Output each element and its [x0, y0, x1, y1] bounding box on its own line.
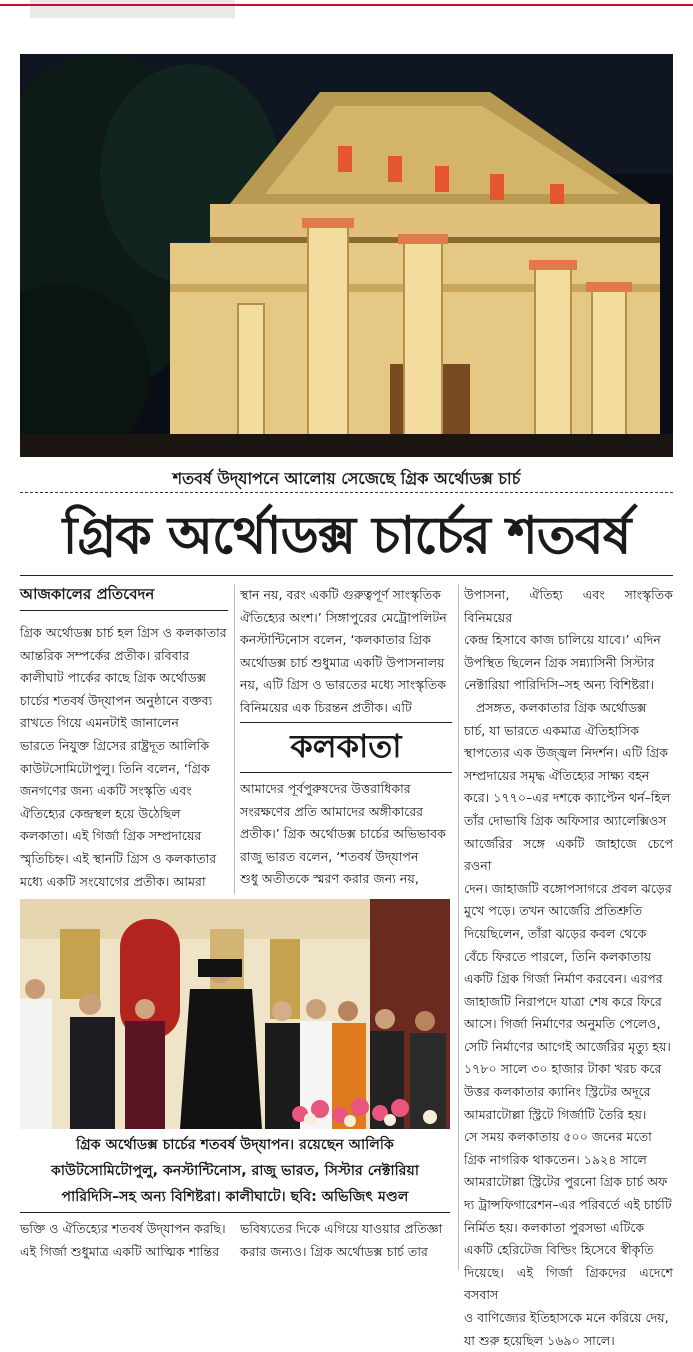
text-line: কাউটসোমিটোপুলু। তিনি বলেন, ‘গ্রিক — [20, 760, 210, 776]
text-line: ভারতে নিযুক্ত গ্রিসের রাষ্ট্রদূত আলিকি — [20, 737, 210, 753]
text-line: নয়, এটি গ্রিস ও ভারতের মধ্যে সাংস্কৃতিক — [240, 677, 447, 693]
text-line: করে। ১৭৭০–এর দশকে ক্যাপ্টেন থর্ন–হিল — [464, 790, 671, 806]
text-line: বেঁচে ফিরতে পারলে, তিনি কলকাতায় — [464, 948, 652, 964]
text-line: স্থান নয়, বরং একটি গুরুত্বপূর্ণ সাংস্কৃতিক — [240, 587, 441, 602]
headline: গ্রিক অর্থোডক্স চার্চের শতবর্ষ — [62, 506, 631, 566]
text-line: আন্তরিক সম্পর্কের প্রতীক। রবিবার — [20, 647, 190, 663]
group-photo — [20, 899, 450, 1129]
headline-rule — [20, 575, 673, 576]
text-line: মধ্যে একটি সংযোগের প্রতীক। আমরা — [20, 873, 206, 889]
text-line: কালীঘাট পার্কের কাছে গ্রিক অর্থোডক্স — [20, 670, 207, 686]
text-line: কেন্দ্র হিসাবে কাজ চালিয়ে যাবে।’ এদিন — [464, 632, 661, 648]
text-line: আমাদের পূর্বপুরুষদের উত্তরাধিকার — [240, 781, 411, 796]
text-line: স্মৃতিচিহ্ন। এই স্থানটি গ্রিস ও কলকাতার — [20, 850, 217, 866]
caption-line: পারিদিসি–সহ অন্য বিশিষ্টরা। কালীঘাটে। ছবি: অভিজিৎ মণ্ডল — [61, 1189, 409, 1205]
text-line: অর্থোডক্স চার্চ শুধুমাত্র একটি উপাসনালয় — [240, 654, 445, 670]
text-line: ভক্তি ও ঐতিহ্যের শতবর্ষ উদ্‌যাপন করছি। — [20, 1221, 226, 1236]
column-divider-2 — [458, 584, 459, 1270]
text-line: জনগণের জন্য একটি সংস্কৃতি এবং — [20, 783, 192, 799]
location-label: কলকাতা — [290, 727, 402, 765]
text-line: উপস্থিত ছিলেন গ্রিক সন্ন্যাসিনী সিস্টার — [464, 654, 655, 670]
byline-box — [20, 584, 228, 611]
text-line: দিয়েছিলেন, তাঁরা ঝড়ের কবল থেকে — [464, 925, 647, 941]
text-line: তাঁর দোভাষি গ্রিক অফিসার অ্যালেক্সিওস — [464, 812, 667, 828]
text-line: যা শুরু হয়েছিল ১৬৯০ সালে। — [464, 1332, 615, 1348]
text-line: মুখে পড়ে। তখন আর্জেরি প্রতিশ্রুতি — [464, 903, 643, 919]
text-line: করার জন্যও। গ্রিক অর্থোডক্স চার্চ তার — [240, 1243, 428, 1259]
text-line: সে সময় কলকাতায় ৫০০ জনের মতো — [464, 1129, 652, 1145]
text-line: গ্রিক অর্থোডক্স চার্চ হল গ্রিস ও কলকাতার — [20, 625, 227, 640]
text-line: স্থাপত্যের এক উজ্জ্বল নিদর্শন। এটি গ্রিক — [464, 745, 669, 761]
text-line: সংরক্ষণের প্রতি আমাদের অঙ্গীকারের — [240, 803, 424, 819]
text-line: ভবিষ্যতের দিকে এগিয়ে যাওয়ার প্রতিজ্ঞা — [240, 1221, 443, 1236]
top-gray-bar — [30, 0, 235, 18]
text-line: ১৭৮০ সালে ৩০ হাজার টাকা খরচ করে — [464, 1061, 662, 1077]
caption-rule — [20, 492, 673, 493]
caption-line: গ্রিক অর্থোডক্স চার্চের শতবর্ষ উদ্‌যাপন। রয়েছেন আলিকি — [76, 1137, 394, 1153]
text-line: চার্চের শতবর্ষ উদ্‌যাপন অনুষ্ঠানে বক্তব্য — [20, 692, 213, 708]
text-line: একটি গ্রিক গির্জা নির্মাণ করবেন। এরপর — [464, 971, 663, 987]
text-line: এই গির্জা শুধুমাত্র একটি আত্মিক শান্তির — [20, 1243, 220, 1259]
text-line: জাহাজটি নিরাপদে যাত্রা শেষ করে ফিরে — [464, 993, 662, 1009]
text-line: দেন। জাহাজটি বঙ্গোপসাগরে প্রবল ঝড়ের — [464, 880, 672, 896]
column-2-top-text — [240, 584, 452, 720]
text-line: রাজু ভারত বলেন, ‘শতবর্ষ উদ্‌যাপন — [240, 848, 419, 864]
column-1-bottom-text — [20, 1218, 228, 1263]
text-line: নেক্টারিয়া পারিদিসি–সহ অন্য বিশিষ্টরা। — [464, 677, 654, 693]
text-line: দিয়েছে। এই গির্জা গ্রিকদের এদেশে বসবাস — [464, 1264, 673, 1303]
text-line: আসে। গির্জা নির্মাণের অনুমতি পেলেও, — [464, 1016, 661, 1032]
column-1-text — [20, 622, 228, 893]
text-line: প্রতীক।’ গ্রিক অর্থোডক্স চার্চের অভিভাবক — [240, 826, 446, 842]
text-line: নির্মিত হয়। কলকাতা পুরসভা এটিকে — [464, 1219, 645, 1235]
text-line: উপাসনা, ঐতিহ্য এবং সাংস্কৃতিক বিনিময়ের — [464, 587, 673, 625]
text-line: আমরাটোল্লা স্ট্রিটে গির্জাটি তৈরি হয়। — [464, 1106, 647, 1122]
text-line: বিনিময়ের এক চিরন্তন প্রতীক। এটি — [240, 699, 412, 715]
text-line: প্রসঙ্গত, কলকাতার গ্রিক অর্থোডক্স — [476, 699, 647, 715]
text-line: শুধু অতীতকে স্মরণ করার জন্য নয়, — [240, 871, 419, 887]
text-line: কনস্টান্টিনোস বলেন, ‘কলকাতার গ্রিক — [240, 632, 431, 648]
top-red-rule — [0, 4, 693, 6]
church-night-photo — [20, 54, 673, 457]
text-line: রাখতে গিয়ে এমনটাই জানালেন — [20, 715, 179, 731]
column-2-bottom-text — [240, 778, 452, 891]
text-line: ঐতিহ্যের অংশ।’ সিঙ্গাপুরের মেট্রোপলিটন — [240, 609, 447, 625]
text-line: ও বাণিজ্যের ইতিহাসকে মনে করিয়ে দেয়, — [464, 1310, 669, 1325]
text-line: কলকাতা। এই গির্জা গ্রিক সম্প্রদায়ের — [20, 828, 202, 844]
text-line: আর্জেরির সঙ্গে একটি জাহাজে চেপে রওনা — [464, 835, 673, 874]
text-line: গ্রিক নাগরিক থাকতেন। ১৯২৪ সালে — [464, 1151, 647, 1167]
text-line: উত্তর কলকাতার ক্যানিং স্ট্রিটের অদূরে — [464, 1084, 651, 1100]
text-line: সেটি নির্মাণের আগেই আর্জেরির মৃত্যু হয়। — [464, 1038, 671, 1054]
text-line: ঐতিহ্যের কেন্দ্রস্থল হয়ে উঠেছিল — [20, 805, 181, 821]
kolkata-rule-top — [240, 722, 452, 723]
kolkata-rule-bottom — [240, 772, 452, 773]
text-line: চার্চ, যা ভারতে একমাত্র ঐতিহাসিক — [464, 722, 640, 738]
column-divider-1 — [234, 584, 235, 894]
text-line: দ্য ট্রান্সফিগারেশন–এর পরিবর্তে এই চার্চটি — [464, 1197, 672, 1213]
photo-caption: শতবর্ষ উদ্‌যাপনে আলোয় সেজেছে গ্রিক অর্থোডক্স চার্চ — [172, 469, 521, 488]
text-line: আমরাটোল্লা স্ট্রিটের পুরনো গ্রিক চার্চ অফ — [464, 1174, 668, 1190]
text-line: একটি হেরিটেজ বিল্ডিং হিসেবে স্বীকৃতি — [464, 1242, 654, 1258]
group-photo-caption — [20, 1132, 450, 1210]
caption-bottom-rule — [20, 1212, 450, 1213]
caption-line: কাউটসোমিটোপুলু, কনস্টান্টিনোস, রাজু ভারত, সিস্টার নেক্টারিয়া — [50, 1163, 420, 1179]
text-line: সম্প্রদায়ের সমৃদ্ধ ঐতিহ্যের সাক্ষ্য বহন — [464, 767, 650, 783]
byline: আজকালের প্রতিবেদন — [20, 585, 155, 603]
column-3-text — [464, 584, 673, 1352]
column-2-end-text — [240, 1218, 452, 1263]
byline-rule — [20, 610, 228, 611]
